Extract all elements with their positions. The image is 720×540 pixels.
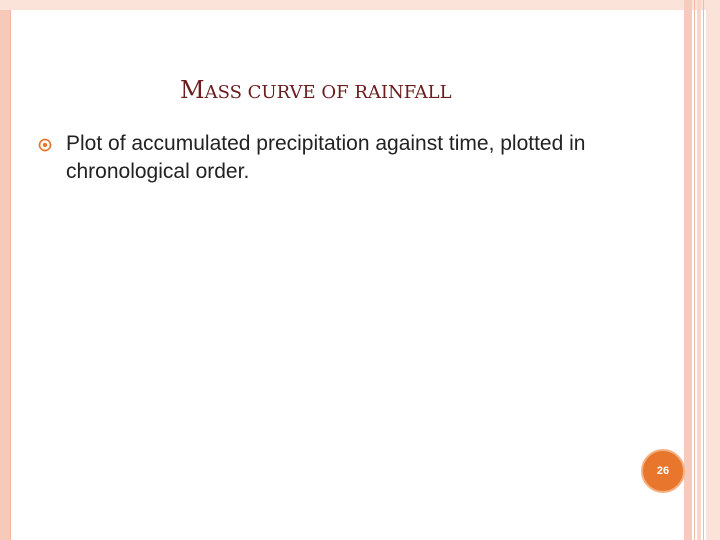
page-number-badge — [641, 449, 685, 493]
slide-title-first-letter: M — [180, 76, 205, 104]
top-frame-border — [0, 0, 720, 10]
page-number: 26 — [656, 465, 670, 477]
slide-title-rest: ASS CURVE OF RAINFALL — [204, 82, 452, 103]
slide-title — [180, 76, 500, 104]
right-stripe — [703, 0, 704, 540]
right-stripe — [706, 0, 720, 540]
sun-bullet-icon — [38, 138, 52, 152]
right-stripe — [684, 0, 692, 540]
left-frame-border — [0, 0, 10, 540]
right-stripe — [697, 0, 701, 540]
left-frame-line — [10, 10, 11, 540]
bullet-text: Plot of accumulated precipitation against time, plotted in chronological order. — [66, 132, 586, 183]
right-stripe — [694, 0, 695, 540]
